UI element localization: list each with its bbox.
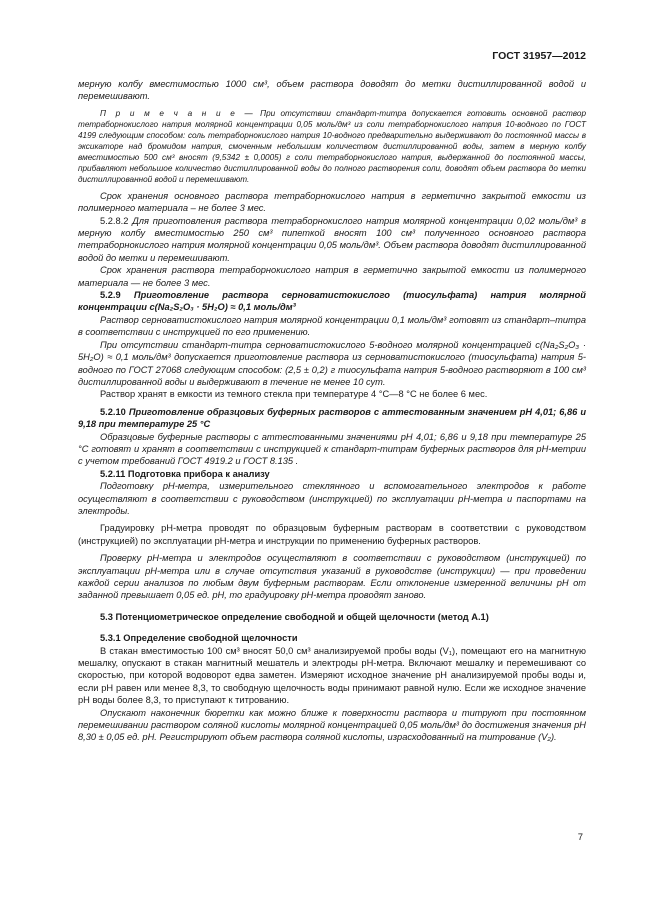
paragraph: Раствор хранят в емкости из темного стекла при температуре 4 °С—8 °С не более 6 мес. [100,389,488,400]
section-title: Приготовление раствора серноватистокислого (тиосульфата) натрия молярной концентрации c(Na₂S₂O₃ · 5H₂O) ≈ 0,1 моль/дм³ [78,290,586,313]
paragraph: Проверку рН-метра и электродов осуществляют в соответствии с руководством (инструкцией) по эксплуатации рН-метра или в случае отсутствия указаний в руководстве (инструкции) — при проведении каждой серии анализов по любым двум буферным растворам. Если отклонение измеренной величины рН от заданной превышает 0,05 ед. рН, то градуировку рН-метра проводят заново. [78,553,586,601]
paragraph: При отсутствии стандарт-титра серноватистокислого 5-водного молярной концентрацией c(Na₂S₂O₃ · 5H₂O) ≈ 0,1 моль/дм³ допускается приготовление раствора из серноватистокислого (тиосульфата) натрия 5-водного по ГОСТ 27068 следующим способом: (2,5 ± 0,2) г тиосульфата натрия 5-водного растворяют в 100 см³ дистиллированной воды и выдерживают в течение не менее 10 сут. [78,339,586,387]
section-heading-53: 5.3 Потенциометрическое определение свободной и общей щелочности (метод А.1) [100,611,489,622]
section-number: 5.2.9 [100,290,121,301]
paragraph [78,215,586,265]
paragraph: Срок хранения основного раствора тетраборнокислого натрия в герметично закрытой емкости из полимерного материала – не более 3 мес. [78,190,586,214]
paragraph: Опускают наконечник бюретки как можно ближе к поверхности раствора и титруют при постоянном перемешивании раствором соляной кислоты молярной концентрацией 0,05 моль/дм³ до достижения значения рН 8,30 ± 0,05 ед. рН. Регистрируют объем раствора соляной кислоты, израсходованный на титрование (V₂). [78,707,586,743]
section-heading-5210 [78,406,586,431]
note-label: П р и м е ч а н и е — [100,108,255,118]
standard-header: ГОСТ 31957—2012 [492,50,586,62]
paragraph: Градуировку рН-метра проводят по образцовым буферным растворам в соответствии с руководством (инструкцией) по эксплуатации рН-метра и инструкции по применению буферных растворов. [78,523,586,546]
section-heading-5211: 5.2.11 Подготовка прибора к анализу [100,468,270,479]
note-text: При отсутствии стандарт-титра допускается готовить основной раствор тетраборнокислого натрия молярной концентрации 0,05 моль/дм³ из соли тетраборнокислого натрия 10-водного по ГОСТ 4199 следующим способом: соль тетраборнокислого натрия 10-водного предварительно выдерживают до постоянной массы в эксикаторе над бромидом натрия, смоченным небольшим количеством дистиллированной воды, затем в мерную колбу вместимостью 500 см³ вносят (9,5342 ± 0,0005) г соли тетраборнокислого натрия, выдержанной до постоянной массы, прибавляют небольшое количество дистиллированной воды до полного растворения соли, доводят объем раствора до метки дистиллированной водой и перемешивают. [78,108,586,184]
paragraph: мерную колбу вместимостью 1000 см³, объем раствора доводят до метки дистиллированной водой и перемешивают. [78,79,586,102]
paragraph: Раствор серноватистокислого натрия молярной концентрации 0,1 моль/дм³ готовят из стандарт–титра в соответствии с инструкцией по его применению. [78,314,586,338]
section-number: 5.2.10 [100,406,126,417]
section-heading-529 [78,289,586,314]
section-heading-531: 5.3.1 Определение свободной щелочности [100,633,298,644]
page-number: 7 [577,832,583,843]
paragraph-text: Для приготовления раствора тетраборнокислого натрия молярной концентрации 0,02 моль/дм³ в мерную колбу вместимостью 250 см³ пипеткой вносят 100 см³ полученного основного раствора тетраборнокислого натрия молярной концентрации 0,05 моль/дм³. Объем раствора доводят дистиллированной водой до метки и перемешивают. [78,215,586,263]
section-title: Приготовление образцовых буферных растворов с аттестованным значением рН 4,01; 6,86 и 9,18 при температуре 25 °С [78,406,587,430]
page-content [78,78,586,744]
paragraph: В стакан вместимостью 100 см³ вносят 50,0 см³ анализируемой пробы воды (V₁), помещают его на магнитную мешалку, опускают в стакан магнитный мешатель и электроды рН-метра. Включают мешалку и перемешивают со скоростью, при которой водоворот едва заметен. Измеряют исходное значение рН анализируемой пробы воды и, если рН равен или менее 8,3, то свободную щелочность воды принимают равной нулю. Если же исходное значение рН воды более 8,3, то приступают к титрованию. [78,645,586,706]
note [78,108,586,185]
section-number: 5.2.8.2 [100,215,129,226]
paragraph: Срок хранения раствора тетраборнокислого натрия в герметично закрытой емкости из полимерного материала — не более 3 мес. [78,265,586,288]
paragraph: Образцовые буферные растворы с аттестованными значениями рН 4,01; 6,86 и 9,18 при температуре 25 °С готовят и хранят в соответствии с инструкцией к стандарт-титрам буферных растворов для рН-метрии с учетом требований ГОСТ 4919.2 и ГОСТ 8.135 . [78,431,586,467]
paragraph: Подготовку рН-метра, измерительного стеклянного и вспомогательного электродов к работе осуществляют в соответствии с руководством (инструкцией) по эксплуатации рН-метра и паспортами на электроды. [78,481,586,516]
